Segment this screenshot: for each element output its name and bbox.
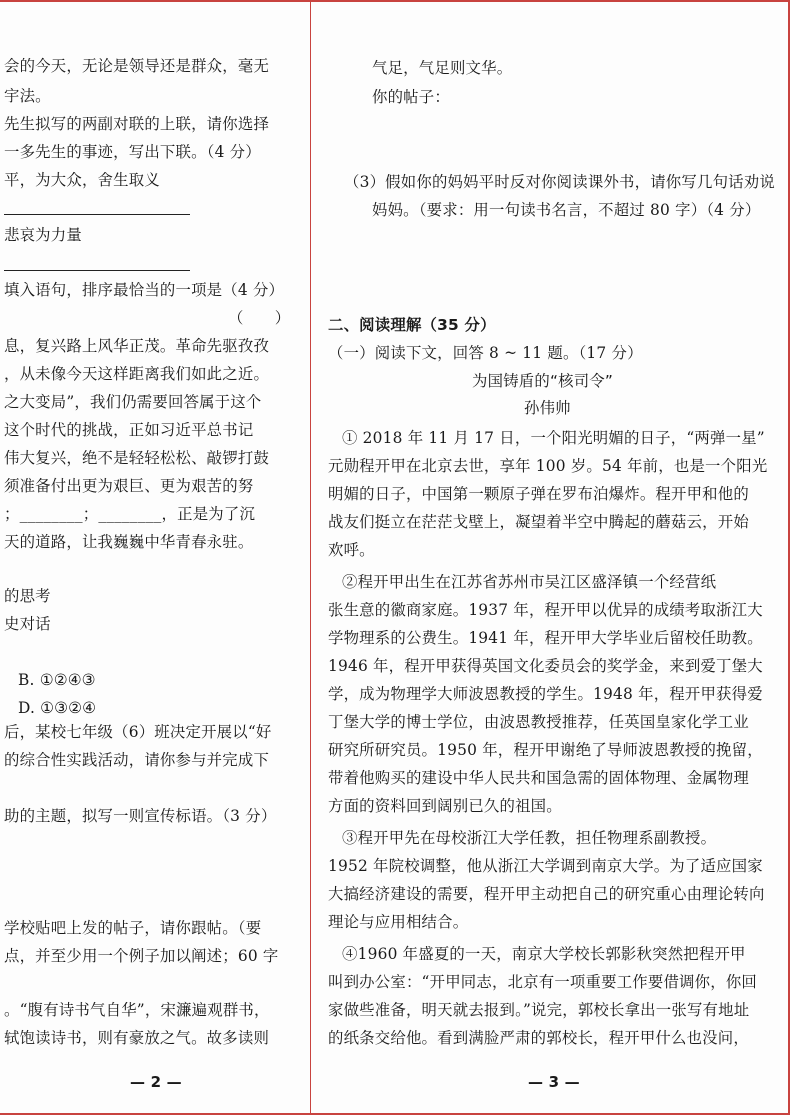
text-line: 这个时代的挑战，正如习近平总书记: [4, 421, 254, 439]
paragraph-line: 战友们挺立在茫茫戈壁上，凝望着半空中腾起的蘑菇云，开始: [328, 513, 749, 531]
text-line: 助的主题，拟写一则宣传标语。（3 分）: [4, 807, 277, 825]
paragraph-line: ③程开甲先在母校浙江大学任教，担任物理系副教授。: [342, 829, 717, 847]
paragraph-line: 大搞经济建设的需要，程开甲主动把自己的研究重心由理论转向: [328, 885, 765, 903]
subsection-heading: （一）阅读下文，回答 8 ~ 11 题。（17 分）: [328, 344, 643, 362]
text-line: 气足，气足则文华。: [372, 59, 513, 77]
paragraph-line: 明媚的日子，中国第一颗原子弹在罗布泊爆炸。程开甲和他的: [328, 485, 749, 503]
article-title: 为国铸盾的“核司令”: [472, 372, 614, 390]
page-number: — 3 —: [528, 1073, 580, 1091]
paragraph-line: 1946 年，程开甲获得英国文化委员会的奖学金，来到爱丁堡大: [328, 657, 763, 675]
section-heading: 二、阅读理解（35 分）: [328, 316, 496, 334]
answer-blank[interactable]: [4, 256, 190, 271]
paragraph-line: 丁堡大学的博士学位，由波恩教授推荐，任英国皇家化学工业: [328, 713, 749, 731]
paragraph-line: ②程开甲出生在江苏省苏州市吴江区盛泽镇一个经营纸: [342, 573, 717, 591]
text-line: 伟大复兴，绝不是轻轻松松、敲锣打鼓: [4, 449, 270, 467]
page-number: — 2 —: [130, 1073, 182, 1091]
text-line: 妈妈。（要求：用一句读书名言，不超过 80 字）（4 分）: [372, 201, 761, 219]
text-line: 的综合性实践活动，请你参与并完成下: [4, 751, 270, 769]
paragraph-line: 元勋程开甲在北京去世，享年 100 岁。54 年前，也是一个阳光: [328, 457, 768, 475]
text-line: 后，某校七年级（6）班决定开展以“好: [4, 723, 272, 741]
paragraph-line: 学物理系的公费生。1941 年，程开甲大学毕业后留校任助教。: [328, 629, 763, 647]
text-line: 之大变局”，我们仍需要回答属于这个: [4, 393, 262, 411]
paragraph-line: 带着他购买的建设中华人民共和国急需的固体物理、金属物理: [328, 769, 749, 787]
text-line: 天的道路，让我巍巍中华青春永驻。: [4, 533, 254, 551]
article-author: 孙伟帅: [524, 399, 571, 417]
paragraph-line: 1952 年院校调整，他从浙江大学调到南京大学。为了适应国家: [328, 857, 763, 875]
top-frame-line: [0, 0, 790, 2]
question-3: （3）假如你的妈妈平时反对你阅读课外书，请你写几句话劝说: [344, 173, 775, 191]
paragraph-line: 叫到办公室：“开甲同志，北京有一项重要工作要借调你，你回: [328, 973, 758, 991]
text-line: 填入语句，排序最恰当的一项是（4 分）: [4, 281, 285, 299]
option-d[interactable]: D. ①③②④: [18, 699, 97, 717]
text-line: 一多先生的事迹，写出下联。（4 分）: [4, 143, 261, 161]
text-line: 会的今天，无论是领导还是群众，毫无: [4, 57, 270, 75]
text-line: 的思考: [4, 587, 51, 605]
answer-blank[interactable]: [4, 200, 190, 215]
text-line: 学校贴吧上发的帖子，请你跟帖。（要: [4, 919, 262, 937]
paragraph-line: 家做些准备，明天就去报到。”说完，郭校长拿出一张写有地址: [328, 1001, 750, 1019]
paragraph-line: 学，成为物理学大师波恩教授的学生。1948 年，程开甲获得爱: [328, 685, 763, 703]
paragraph-line: 理论与应用相结合。: [328, 913, 469, 931]
paragraph-line: 方面的资料回到阔别已久的祖国。: [328, 797, 562, 815]
answer-bracket[interactable]: （ ）: [228, 309, 291, 327]
paragraph-line: ① 2018 年 11 月 17 日，一个阳光明媚的日子，“两弹一星”: [342, 429, 765, 447]
text-line: 你的帖子：: [372, 88, 450, 106]
text-line: 点，并至少用一个例子加以阐述；60 字: [4, 947, 279, 965]
paragraph-line: 研究所研究员。1950 年，程开甲谢绝了导师波恩教授的挽留，: [328, 741, 763, 759]
paragraph-line: 的纸条交给他。看到满脸严肃的郭校长，程开甲什么也没问，: [328, 1029, 749, 1047]
column-divider: [310, 0, 311, 1115]
text-line: 史对话: [4, 615, 51, 633]
text-line: ，从未像今天这样距离我们如此之近。: [4, 365, 270, 383]
text-line: ；________；________，正是为了沉: [4, 505, 256, 523]
text-line: 。“腹有诗书气自华”，宋濂遍观群书，: [4, 1001, 270, 1019]
text-line: 平，为大众，舍生取义: [4, 171, 160, 189]
paragraph-line: ④1960 年盛夏的一天，南京大学校长郭影秋突然把程开甲: [342, 945, 746, 963]
text-line: 息，复兴路上风华正茂。革命先驱孜孜: [4, 337, 270, 355]
text-line: 宇法。: [4, 87, 51, 105]
text-line: 先生拟写的两副对联的上联，请你选择: [4, 115, 270, 133]
text-line: 须准备付出更为艰巨、更为艰苦的努: [4, 477, 254, 495]
text-line: 轼饱读诗书，则有豪放之气。故多读则: [4, 1029, 270, 1047]
paragraph-line: 欢呼。: [328, 541, 375, 559]
option-b[interactable]: B. ①②④③: [18, 671, 96, 689]
paragraph-line: 张生意的徽商家庭。1937 年，程开甲以优异的成绩考取浙江大: [328, 601, 763, 619]
text-line: 悲哀为力量: [4, 226, 82, 244]
